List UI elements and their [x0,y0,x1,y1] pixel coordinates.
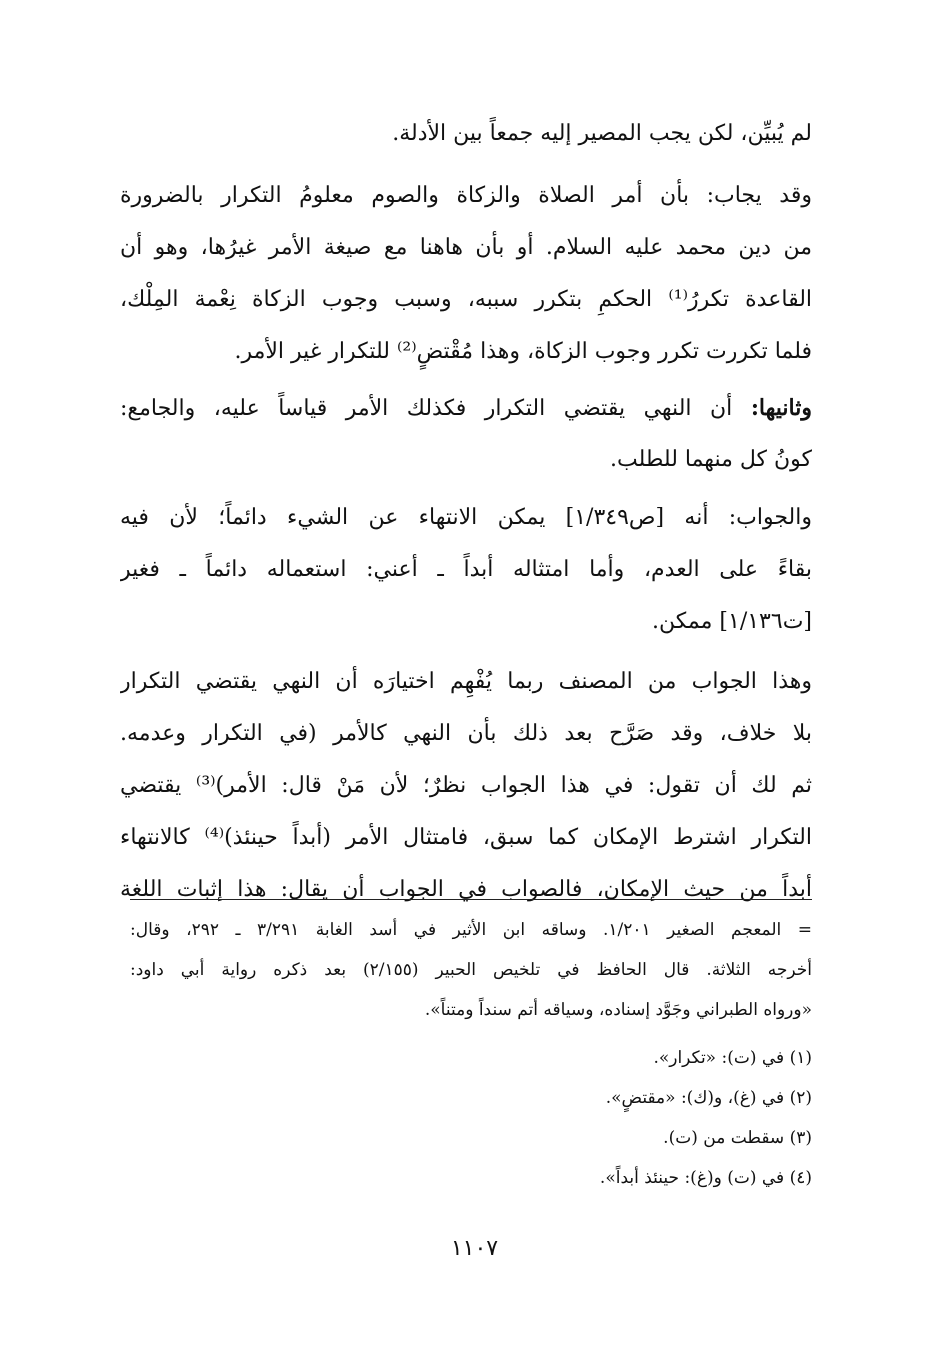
footnote-continuation-line-1: = المعجم الصغير ١/٢٠١. وساقه ابن الأثير في أسد الغابة ٣/٢٩١ ـ ٢٩٢، وقال: [130,920,812,940]
footnote-4: (٤) في (ت) و(غ): حينئذ أبداً». [599,1168,812,1188]
text-line-2: وقد يجاب: بأن أمر الصلاة والزكاة والصوم معلومُ التكرار بالضرورة [120,183,812,208]
text-line-15: أبداً من حيث الإمكان، فالصواب في الجواب أن يقال: هذا إثبات اللغة [120,877,812,902]
text-line-11: وهذا الجواب من المصنف ربما يُفْهِم اختيارَه أن النهي يقتضي التكرار [120,669,812,694]
text-line-10: [ت١/١٣٦] ممكن. [652,609,812,634]
text-line-4: القاعدة تكررُ⁽¹⁾ الحكمِ بتكرر سببه، وسبب وجوب الزكاة نِعْمة المِلْك، [120,287,812,312]
section-lead-second: وثانيها: [750,395,812,421]
footnote-2: (٢) في (غ)، و(ك): «مقتضٍ». [605,1088,812,1108]
text-line-13: ثم لك أن تقول: في هذا الجواب نظرٌ؛ لأن مَنْ قال: الأمر)⁽³⁾ يقتضي [120,773,812,798]
text-line-1: لم يُبيِّن، لكن يجب المصير إليه جمعاً بين الأدلة. [392,121,812,146]
text-line-12: بلا خلاف، وقد صَرَّح بعد ذلك بأن النهي كالأمر (في التكرار وعدمه. [120,721,812,746]
text-line-14: التكرار اشترط الإمكان كما سبق، فامتثال الأمر (أبداً حينئذ)⁽⁴⁾ كالانتهاء [120,825,812,850]
text-line-9: بقاءً على العدم، وأما امتثاله أبداً ـ أعني: استعماله دائماً ـ فغير [120,557,812,582]
main-text [120,108,812,916]
footnote-continuation-line-3: «ورواه الطبراني وجَوَّد إسناده، وسياقه أتم سنداً ومتناً». [424,1000,812,1020]
text-line-7: كونُ كل منهما للطلب. [609,447,812,472]
page-number: ١١٠٧ [450,1236,499,1261]
text-line-8: والجواب: أنه [ص١/٣٤٩] يمكن الانتهاء عن الشيء دائماً؛ لأن فيه [120,505,812,530]
footnotes [130,910,812,1198]
footnote-1: (١) في (ت): «تكرار». [653,1048,812,1068]
text-line-5: فلما تكررت تكرر وجوب الزكاة، وهذا مُقْتضٍ⁽²⁾ للتكرار غير الأمر. [234,339,812,364]
footnote-continuation-line-2: أخرجه الثلاثة. قال الحافظ في تلخيص الحبير (٢/١٥٥) بعد ذكره رواية أبي داود: [130,960,812,980]
footnote-3: (٣) سقطت من (ت). [663,1128,812,1148]
text-line-6-body: أن النهي يقتضي التكرار فكذلك الأمر قياساً عليه، والجامع: [120,396,733,421]
text-line-3: من دين محمد عليه السلام. أو بأن هاهنا مع صيغة الأمر غيرُها، وهو أن [120,235,812,260]
footnote-divider [130,899,812,900]
text-line-6 [120,382,812,434]
